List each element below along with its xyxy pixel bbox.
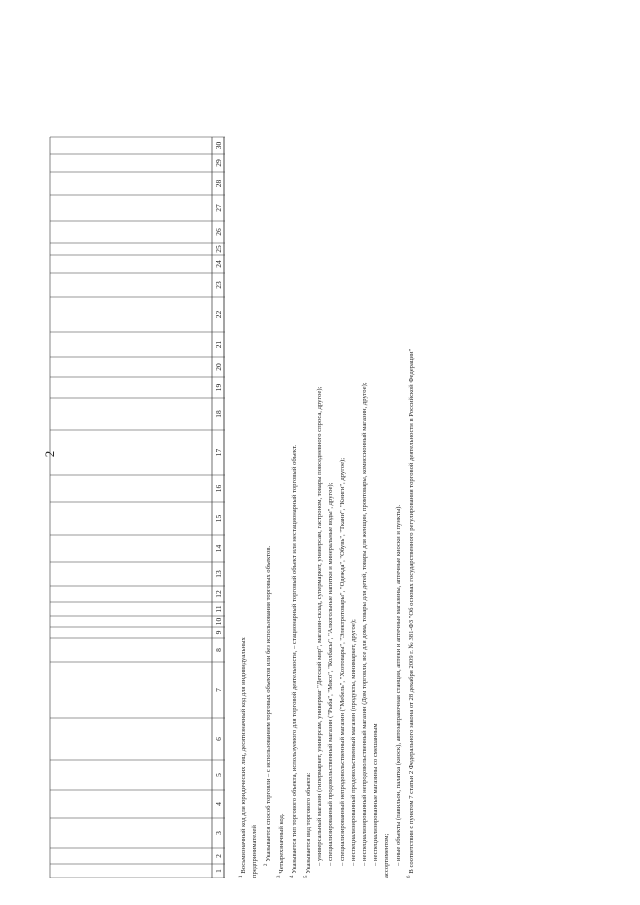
footnote-text: – неспециализированный непродовольственный магазин (Дом торговли, все для дома, товары для детей, товары для женщин, промтовары, комиссионный магазин, другое);: [360, 382, 368, 866]
footnote-mark: 4: [290, 875, 296, 878]
column-number: 12: [214, 590, 223, 598]
page-number: 2: [42, 450, 57, 458]
footnote-line: [314, 18, 325, 878]
rotated-content: [40, 18, 620, 878]
column-number: 3: [214, 831, 223, 835]
footnote-text: ассортиментом;: [383, 833, 391, 878]
column-number: 18: [214, 410, 223, 418]
column-number: 6: [214, 737, 223, 741]
footnote-text: В соответствии с пунктом 7 статьи 2 Федерального закона от 28 декабря 2009 г. № 381-ФЗ "Об основах государственного регулирования торговой деятельности в Российской Федерации": [407, 348, 415, 874]
column-number: 11: [214, 605, 223, 613]
column-number: 7: [214, 688, 223, 692]
footnote-line: [261, 18, 274, 878]
footnote-mark: 5: [303, 875, 309, 878]
column-number: 29: [214, 159, 223, 167]
column-number: 30: [214, 141, 223, 150]
column-number: 24: [214, 260, 223, 268]
footnote-text: предпринимателей: [251, 825, 259, 878]
column-number: 2: [214, 854, 223, 858]
footnote-text: – иные объекты (павильон, палатка (киоск), автозаправочная станция, аптеки и аптечные магазины, аптечные киоски и пункты).: [394, 504, 402, 866]
column-number: 26: [214, 228, 223, 236]
footnote-line: [404, 18, 417, 878]
column-number: 20: [214, 363, 223, 371]
footnote-text: – специализированный продовольственный магазин ("Рыба", "Мясо", "Колбасы", "Алкогольные напитки и минеральные воды", другое);: [327, 482, 335, 866]
column-number: 21: [214, 340, 223, 349]
column-number: 14: [214, 544, 223, 553]
footnote-text: Четырехзначный код.: [278, 813, 286, 874]
footnote-line: [348, 18, 359, 878]
column-number: 27: [214, 204, 223, 212]
column-number: 16: [214, 484, 223, 493]
column-number: 13: [214, 570, 223, 578]
footnote-mark: 1: [239, 875, 244, 878]
footnote-mark: 2: [263, 863, 269, 866]
column-number: 19: [214, 383, 223, 392]
footnote-line: [301, 18, 314, 878]
table-grid: [40, 18, 240, 878]
footnote-line: [381, 18, 392, 878]
column-number: 23: [214, 281, 223, 289]
footnote-line: [249, 18, 260, 878]
column-number: 25: [214, 245, 223, 253]
column-number: 5: [214, 773, 223, 777]
footnote-line: [274, 18, 287, 878]
footnote-mark: 3: [276, 875, 282, 878]
footnote-line: [236, 18, 249, 878]
column-number: 15: [214, 514, 223, 523]
footnote-line: [287, 18, 300, 878]
footnote-line: [337, 18, 348, 878]
footnote-line: [370, 18, 381, 878]
footnote-line: [393, 18, 404, 878]
footnote-text: – специализированный непродовольственный магазин ("Мебель", "Хозтовары", "Электротовары", "Одежда", "Обувь", "Ткани", "Книги", другое);: [338, 457, 346, 866]
column-number: 8: [214, 648, 223, 652]
column-number: 28: [214, 179, 223, 188]
footnote-text: Указывается вид торгового объекта:: [304, 772, 312, 874]
footnote-text: Указывается способ торговли – с использованием торговых объектов или без использования торговых объектов.: [264, 545, 272, 862]
footnote-text: – неспециализированные магазины со смешанным: [372, 723, 380, 866]
footnote-text: Восьмизначный код для юридических лиц, десятизначный код для индивидуальных: [240, 637, 248, 874]
column-number: 10: [214, 617, 223, 626]
footnote-mark: 6: [406, 875, 412, 878]
footnote-text: Указывается тип торгового объекта, используемого для торговой деятельности, – стационарный торговый объект или нестационарный торговый объект.: [291, 445, 299, 874]
footnote-line: [359, 18, 370, 878]
column-number: 22: [214, 310, 223, 319]
column-number: 9: [214, 630, 223, 635]
column-number: 1: [214, 869, 223, 873]
column-number: 17: [214, 448, 223, 457]
footnote-text: – неспециализированный продовольственный магазин (продукты, минимаркет, другое);: [349, 619, 357, 866]
footnote-line: [325, 18, 336, 878]
footnotes: [236, 18, 417, 878]
column-number: 4: [214, 802, 223, 806]
footnote-text: – универсальный магазин (гипермаркет, универсам, универмаг "Детский мир", магазин-склад, супермаркет, универсам, гастроном, товары повседневного спроса, другое);: [316, 386, 324, 866]
